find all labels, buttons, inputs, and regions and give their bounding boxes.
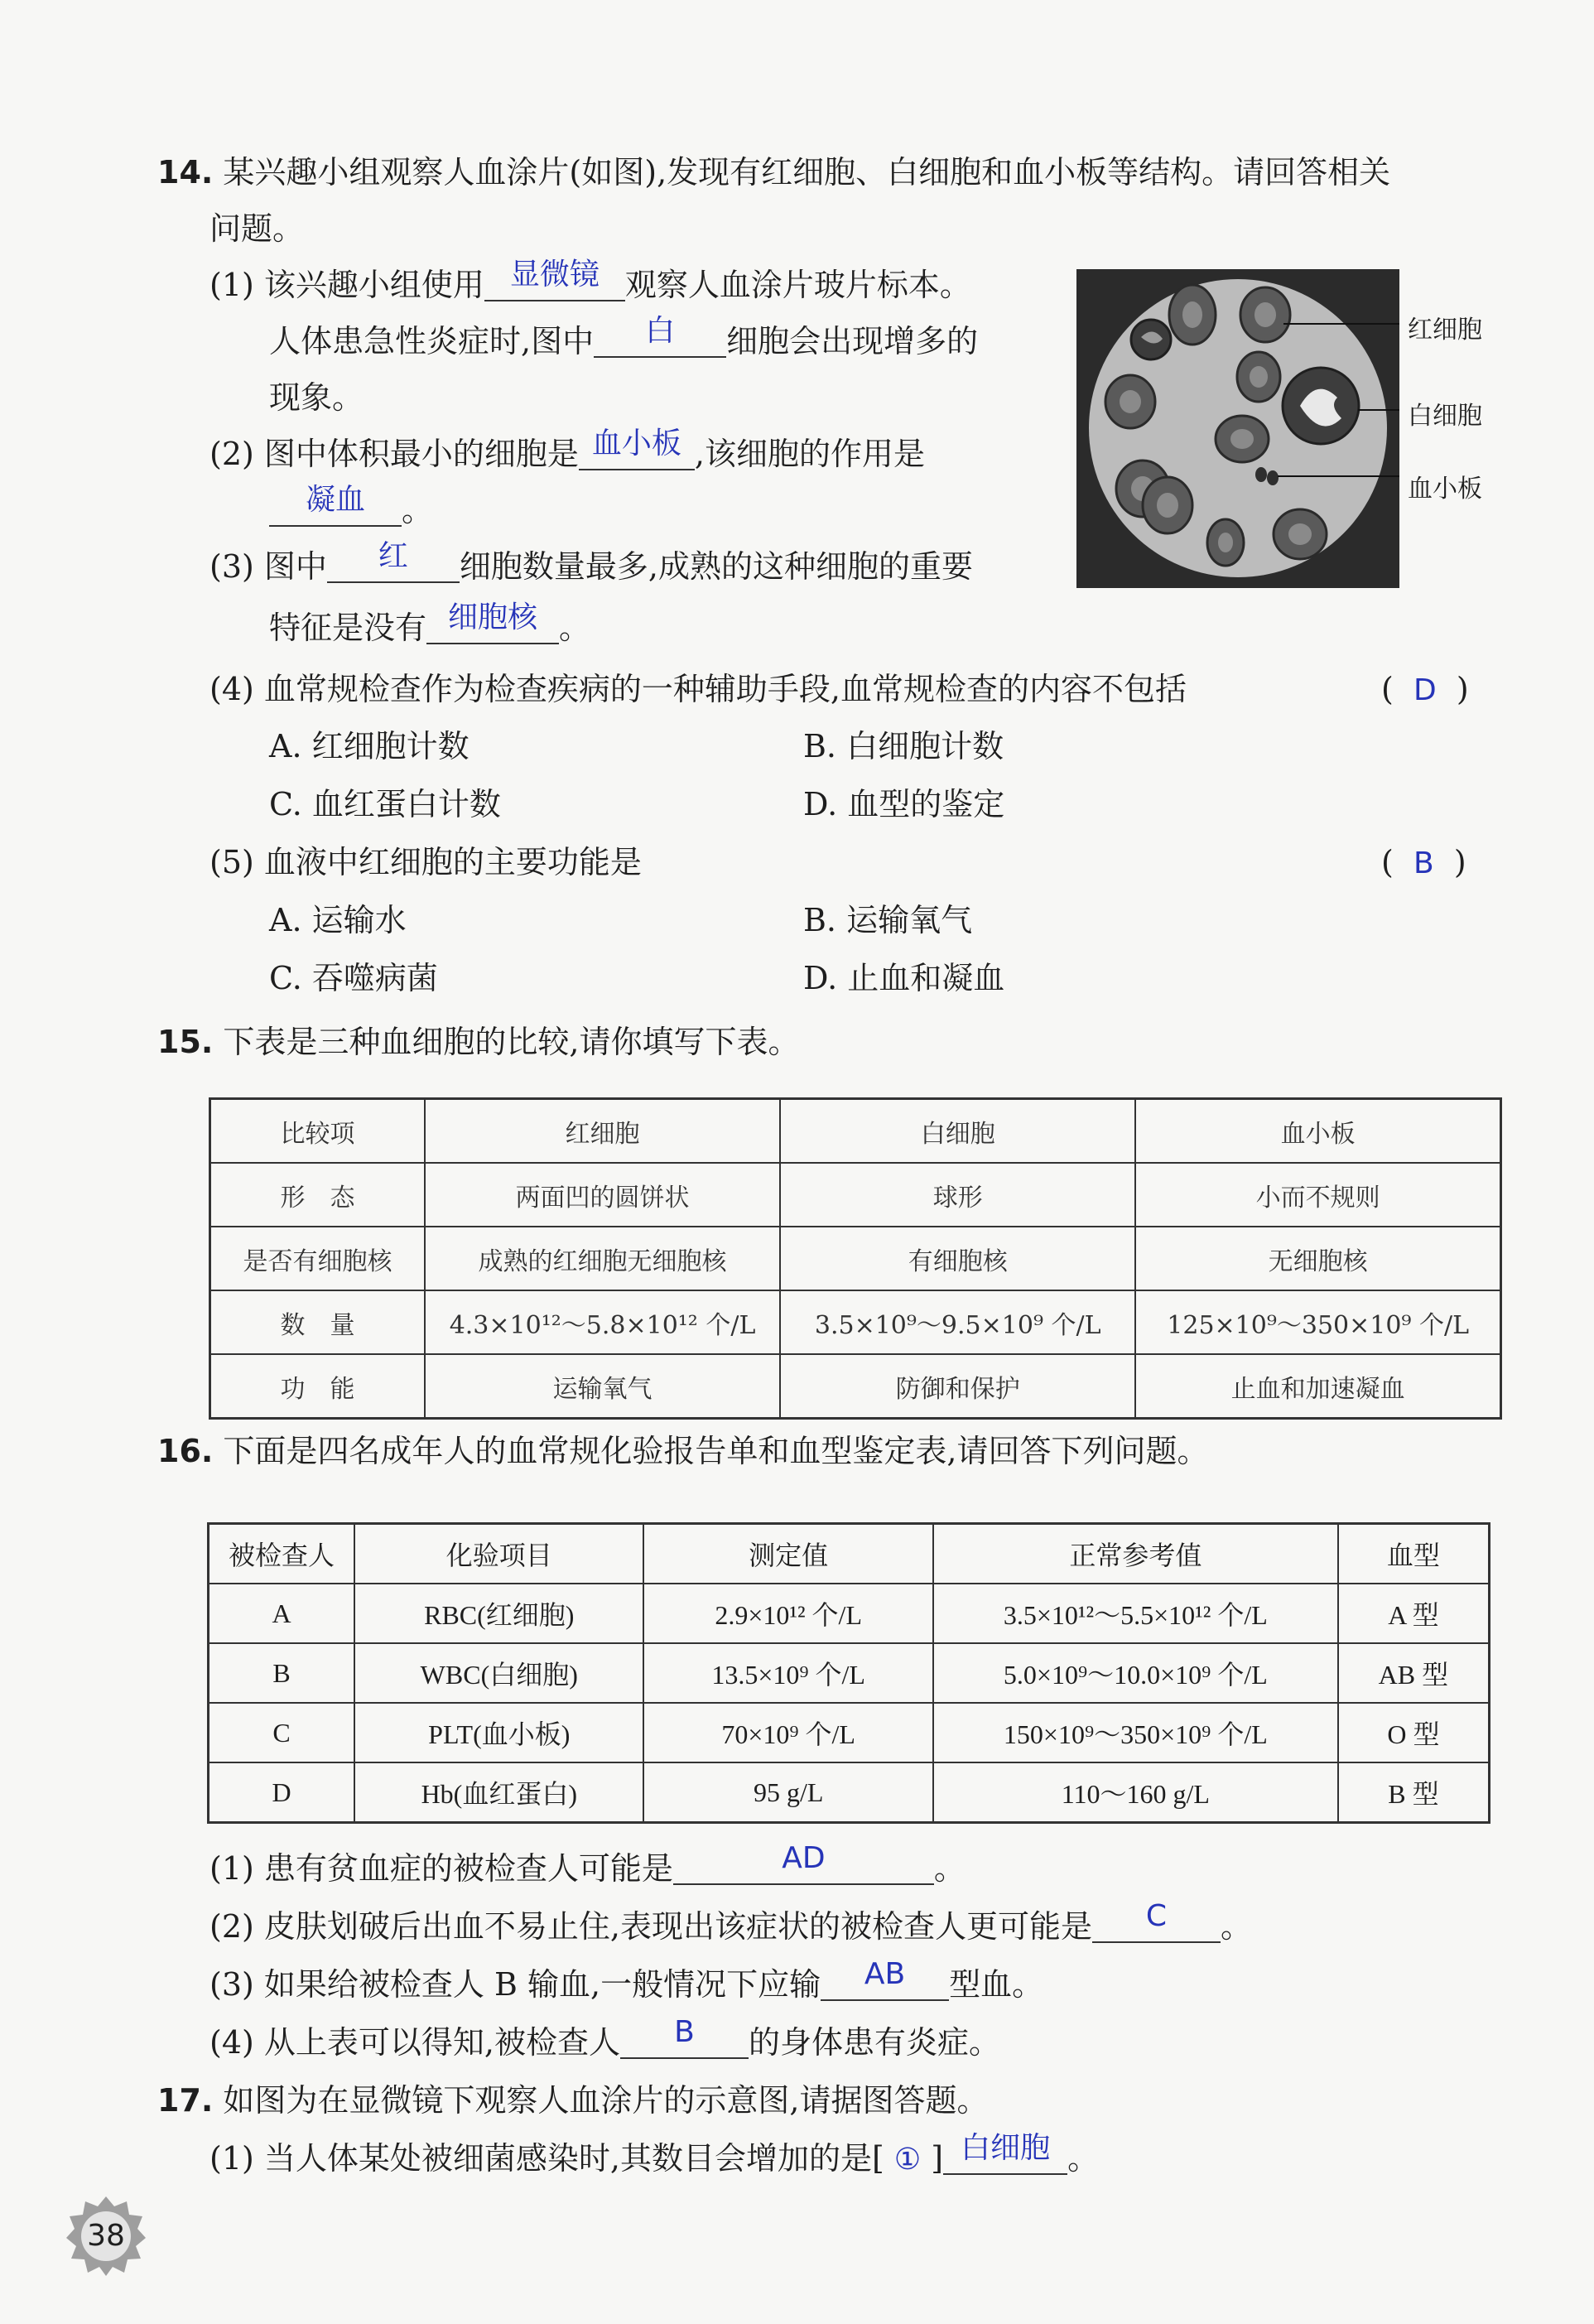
text: ] xyxy=(931,2140,944,2177)
q14-number: 14. xyxy=(157,154,214,190)
table-cell: 有细胞核 xyxy=(780,1227,1135,1290)
page-number: 38 xyxy=(87,2219,125,2253)
q17-stem xyxy=(157,2079,989,2122)
table-cell: 125×10⁹～350×10⁹ 个/L xyxy=(1135,1290,1500,1354)
answer-blank[interactable] xyxy=(484,258,625,301)
text: 的身体患有炎症。 xyxy=(749,2024,1001,2061)
answer-blank[interactable] xyxy=(579,427,695,470)
q14-part4-stem: (4) 血常规检查作为检查疾病的一种辅助手段,血常规检查的内容不包括 xyxy=(209,671,1187,707)
table-cell: 无细胞核 xyxy=(1135,1227,1500,1290)
text: 。 xyxy=(1067,2140,1100,2177)
table-cell: D xyxy=(209,1762,355,1823)
table-cell: 比较项 xyxy=(210,1099,425,1164)
q14-part1-line2 xyxy=(269,314,979,363)
table-cell: 成熟的红细胞无细胞核 xyxy=(425,1227,780,1290)
text: 观察人血涂片玻片标本。 xyxy=(624,267,971,303)
handwritten-answer: B xyxy=(1413,846,1434,880)
text: (2) 图中体积最小的细胞是 xyxy=(209,436,579,472)
q17-sub1 xyxy=(209,2131,1100,2182)
column-header: 化验项目 xyxy=(354,1524,643,1584)
text: (1) 当人体某处被细菌感染时,其数目会增加的是[ xyxy=(209,2140,884,2177)
handwritten-answer: ① xyxy=(893,2143,922,2177)
text: 型血。 xyxy=(949,1966,1044,2003)
table-row xyxy=(210,1290,1501,1354)
q14-part2-line2 xyxy=(269,483,434,532)
q16-sub1 xyxy=(209,1841,966,1890)
answer-blank[interactable] xyxy=(594,314,726,358)
table-cell: A 型 xyxy=(1338,1584,1490,1643)
answer-blank[interactable] xyxy=(327,539,460,583)
column-header: 正常参考值 xyxy=(933,1524,1338,1584)
table-cell: 150×10⁹～350×10⁹ 个/L xyxy=(933,1703,1338,1762)
text: 。 xyxy=(559,610,591,646)
table-cell: RBC(红细胞) xyxy=(354,1584,643,1643)
q14-part3-line1 xyxy=(209,539,974,588)
table-cell: 两面凹的圆饼状 xyxy=(425,1163,780,1227)
table-row xyxy=(210,1354,1501,1419)
q14-stem-text: 某兴趣小组观察人血涂片(如图),发现有红细胞、白细胞和血小板等结构。请回答相关 xyxy=(223,154,1391,190)
column-header: 测定值 xyxy=(643,1524,932,1584)
table-row xyxy=(209,1762,1490,1823)
answer-blank[interactable] xyxy=(269,483,402,527)
table-cell: 70×10⁹ 个/L xyxy=(643,1703,932,1762)
table-cell: 球形 xyxy=(780,1163,1135,1227)
table-cell: B 型 xyxy=(1338,1762,1490,1823)
table-cell: C xyxy=(209,1703,355,1762)
q16-stem xyxy=(157,1430,1209,1473)
table-cell: 运输氧气 xyxy=(425,1354,780,1419)
handwritten-answer: 红 xyxy=(378,539,408,573)
text: 。 xyxy=(1221,1908,1253,1945)
q14-part1-line1 xyxy=(209,258,971,306)
answer-blank[interactable] xyxy=(943,2131,1067,2175)
table-cell: PLT(血小板) xyxy=(354,1703,643,1762)
table-header-row xyxy=(209,1524,1490,1584)
text: 。 xyxy=(933,1850,966,1887)
table-cell: 13.5×10⁹ 个/L xyxy=(643,1643,932,1703)
q14-part4-option-a: A. 红细胞计数 xyxy=(269,728,470,764)
table-cell: 功 能 xyxy=(210,1354,425,1419)
q14-part5-option-d: D. 止血和凝血 xyxy=(803,960,1005,996)
table-cell: 95 g/L xyxy=(643,1762,932,1823)
blood-test-report-table xyxy=(207,1522,1490,1824)
text: 特征是没有 xyxy=(269,610,427,646)
table-cell: 是否有细胞核 xyxy=(210,1227,425,1290)
q14-part1-line3: 现象。 xyxy=(269,379,364,416)
label-white-blood-cell: 白细胞 xyxy=(1408,402,1482,431)
q14-part5-stem: (5) 血液中红细胞的主要功能是 xyxy=(209,844,642,880)
q17-number: 17. xyxy=(157,2082,214,2119)
table-cell: 小而不规则 xyxy=(1135,1163,1500,1227)
blood-smear-micrograph xyxy=(1076,269,1399,588)
micrograph-svg xyxy=(1076,269,1399,588)
table-cell: 红细胞 xyxy=(425,1099,780,1164)
table-cell: 形 态 xyxy=(210,1163,425,1227)
table-row xyxy=(210,1227,1501,1290)
answer-blank[interactable] xyxy=(620,2015,749,2059)
q14-part2-line1 xyxy=(209,427,926,475)
q16-sub3 xyxy=(209,1957,1044,2006)
handwritten-answer: 白细胞 xyxy=(961,2131,1051,2165)
answer-blank[interactable] xyxy=(426,600,559,644)
table-cell: 白细胞 xyxy=(780,1099,1135,1164)
table-cell: 4.3×10¹²～5.8×10¹² 个/L xyxy=(425,1290,780,1354)
q16-sub4 xyxy=(209,2015,1001,2064)
text: 细胞数量最多,成熟的这种细胞的重要 xyxy=(459,548,974,585)
table-cell: 防御和保护 xyxy=(780,1354,1135,1419)
handwritten-answer: B xyxy=(674,2015,695,2049)
handwritten-answer: 显微镜 xyxy=(509,258,600,292)
answer-blank[interactable] xyxy=(1092,1899,1221,1943)
table-cell: 血小板 xyxy=(1135,1099,1500,1164)
table-cell: B xyxy=(209,1643,355,1703)
table-cell: WBC(白细胞) xyxy=(354,1643,643,1703)
q14-stem-line2: 问题。 xyxy=(209,210,305,247)
handwritten-answer: AB xyxy=(864,1957,906,1991)
text: (4) 从上表可以得知,被检查人 xyxy=(209,2024,620,2061)
q15-stem-text: 下表是三种血细胞的比较,请你填写下表。 xyxy=(223,1024,800,1060)
handwritten-answer: 白 xyxy=(645,314,676,348)
column-header: 血型 xyxy=(1338,1524,1490,1584)
text: 细胞会出现增多的 xyxy=(726,323,979,359)
table-row xyxy=(210,1099,1501,1164)
q14-part3-line2 xyxy=(269,600,591,649)
table-cell: 5.0×10⁹～10.0×10⁹ 个/L xyxy=(933,1643,1338,1703)
label-red-blood-cell: 红细胞 xyxy=(1408,316,1482,345)
table-cell: 3.5×10⁹～9.5×10⁹ 个/L xyxy=(780,1290,1135,1354)
text: (3) 如果给被检查人 B 输血,一般情况下应输 xyxy=(209,1966,821,2003)
q17-stem-text: 如图为在显微镜下观察人血涂片的示意图,请据图答题。 xyxy=(223,2082,989,2119)
q14-part5-option-a: A. 运输水 xyxy=(269,902,407,938)
table-cell: 3.5×10¹²～5.5×10¹² 个/L xyxy=(933,1584,1338,1643)
label-platelet: 血小板 xyxy=(1408,475,1482,504)
q14-stem-line1 xyxy=(157,151,1390,194)
q15-number: 15. xyxy=(157,1024,214,1060)
handwritten-answer: AD xyxy=(782,1841,826,1875)
q14-part4-option-b: B. 白细胞计数 xyxy=(803,728,1004,764)
q14-part5-answer-paren[interactable]: ( B ) xyxy=(1381,844,1466,880)
q14-part5-option-b: B. 运输氧气 xyxy=(803,902,973,938)
table-cell: AB 型 xyxy=(1338,1643,1490,1703)
q14-part4-option-c: C. 血红蛋白计数 xyxy=(269,786,501,822)
text: 。 xyxy=(402,492,434,528)
text: (2) 皮肤划破后出血不易止住,表现出该症状的被检查人更可能是 xyxy=(209,1908,1092,1945)
table-cell: A xyxy=(209,1584,355,1643)
text: ,该细胞的作用是 xyxy=(694,436,926,472)
text: (1) 该兴趣小组使用 xyxy=(209,267,484,303)
handwritten-answer: C xyxy=(1145,1899,1168,1933)
table-cell: Hb(血红蛋白) xyxy=(354,1762,643,1823)
answer-blank[interactable] xyxy=(821,1957,949,2001)
column-header: 被检查人 xyxy=(209,1524,355,1584)
table-cell: 110～160 g/L xyxy=(933,1762,1338,1823)
answer-blank[interactable] xyxy=(673,1841,934,1885)
q15-stem xyxy=(157,1020,800,1063)
table-cell: O 型 xyxy=(1338,1703,1490,1762)
text: 人体患急性炎症时,图中 xyxy=(269,323,595,359)
table-cell: 2.9×10¹² 个/L xyxy=(643,1584,932,1643)
handwritten-answer: 细胞核 xyxy=(448,600,538,634)
table-cell: 止血和加速凝血 xyxy=(1135,1354,1500,1419)
q14-part4-answer-paren[interactable]: ( D ) xyxy=(1381,671,1469,707)
table-row xyxy=(209,1703,1490,1762)
q14-part5-option-c: C. 吞噬病菌 xyxy=(269,960,438,996)
text: (1) 患有贫血症的被检查人可能是 xyxy=(209,1850,673,1887)
handwritten-answer: 凝血 xyxy=(305,483,365,517)
handwritten-answer: 血小板 xyxy=(591,427,681,460)
q16-stem-text: 下面是四名成年人的血常规化验报告单和血型鉴定表,请回答下列问题。 xyxy=(223,1433,1209,1469)
page-number-badge xyxy=(65,2195,147,2278)
blood-cell-comparison-table xyxy=(209,1097,1502,1420)
table-row xyxy=(209,1643,1490,1703)
q14-part4-option-d: D. 血型的鉴定 xyxy=(803,786,1005,822)
q16-sub2 xyxy=(209,1899,1253,1948)
handwritten-answer: D xyxy=(1413,673,1437,707)
table-row xyxy=(209,1584,1490,1643)
table-cell: 数 量 xyxy=(210,1290,425,1354)
table-row xyxy=(210,1163,1501,1227)
text: (3) 图中 xyxy=(209,548,327,585)
q16-number: 16. xyxy=(157,1433,214,1469)
